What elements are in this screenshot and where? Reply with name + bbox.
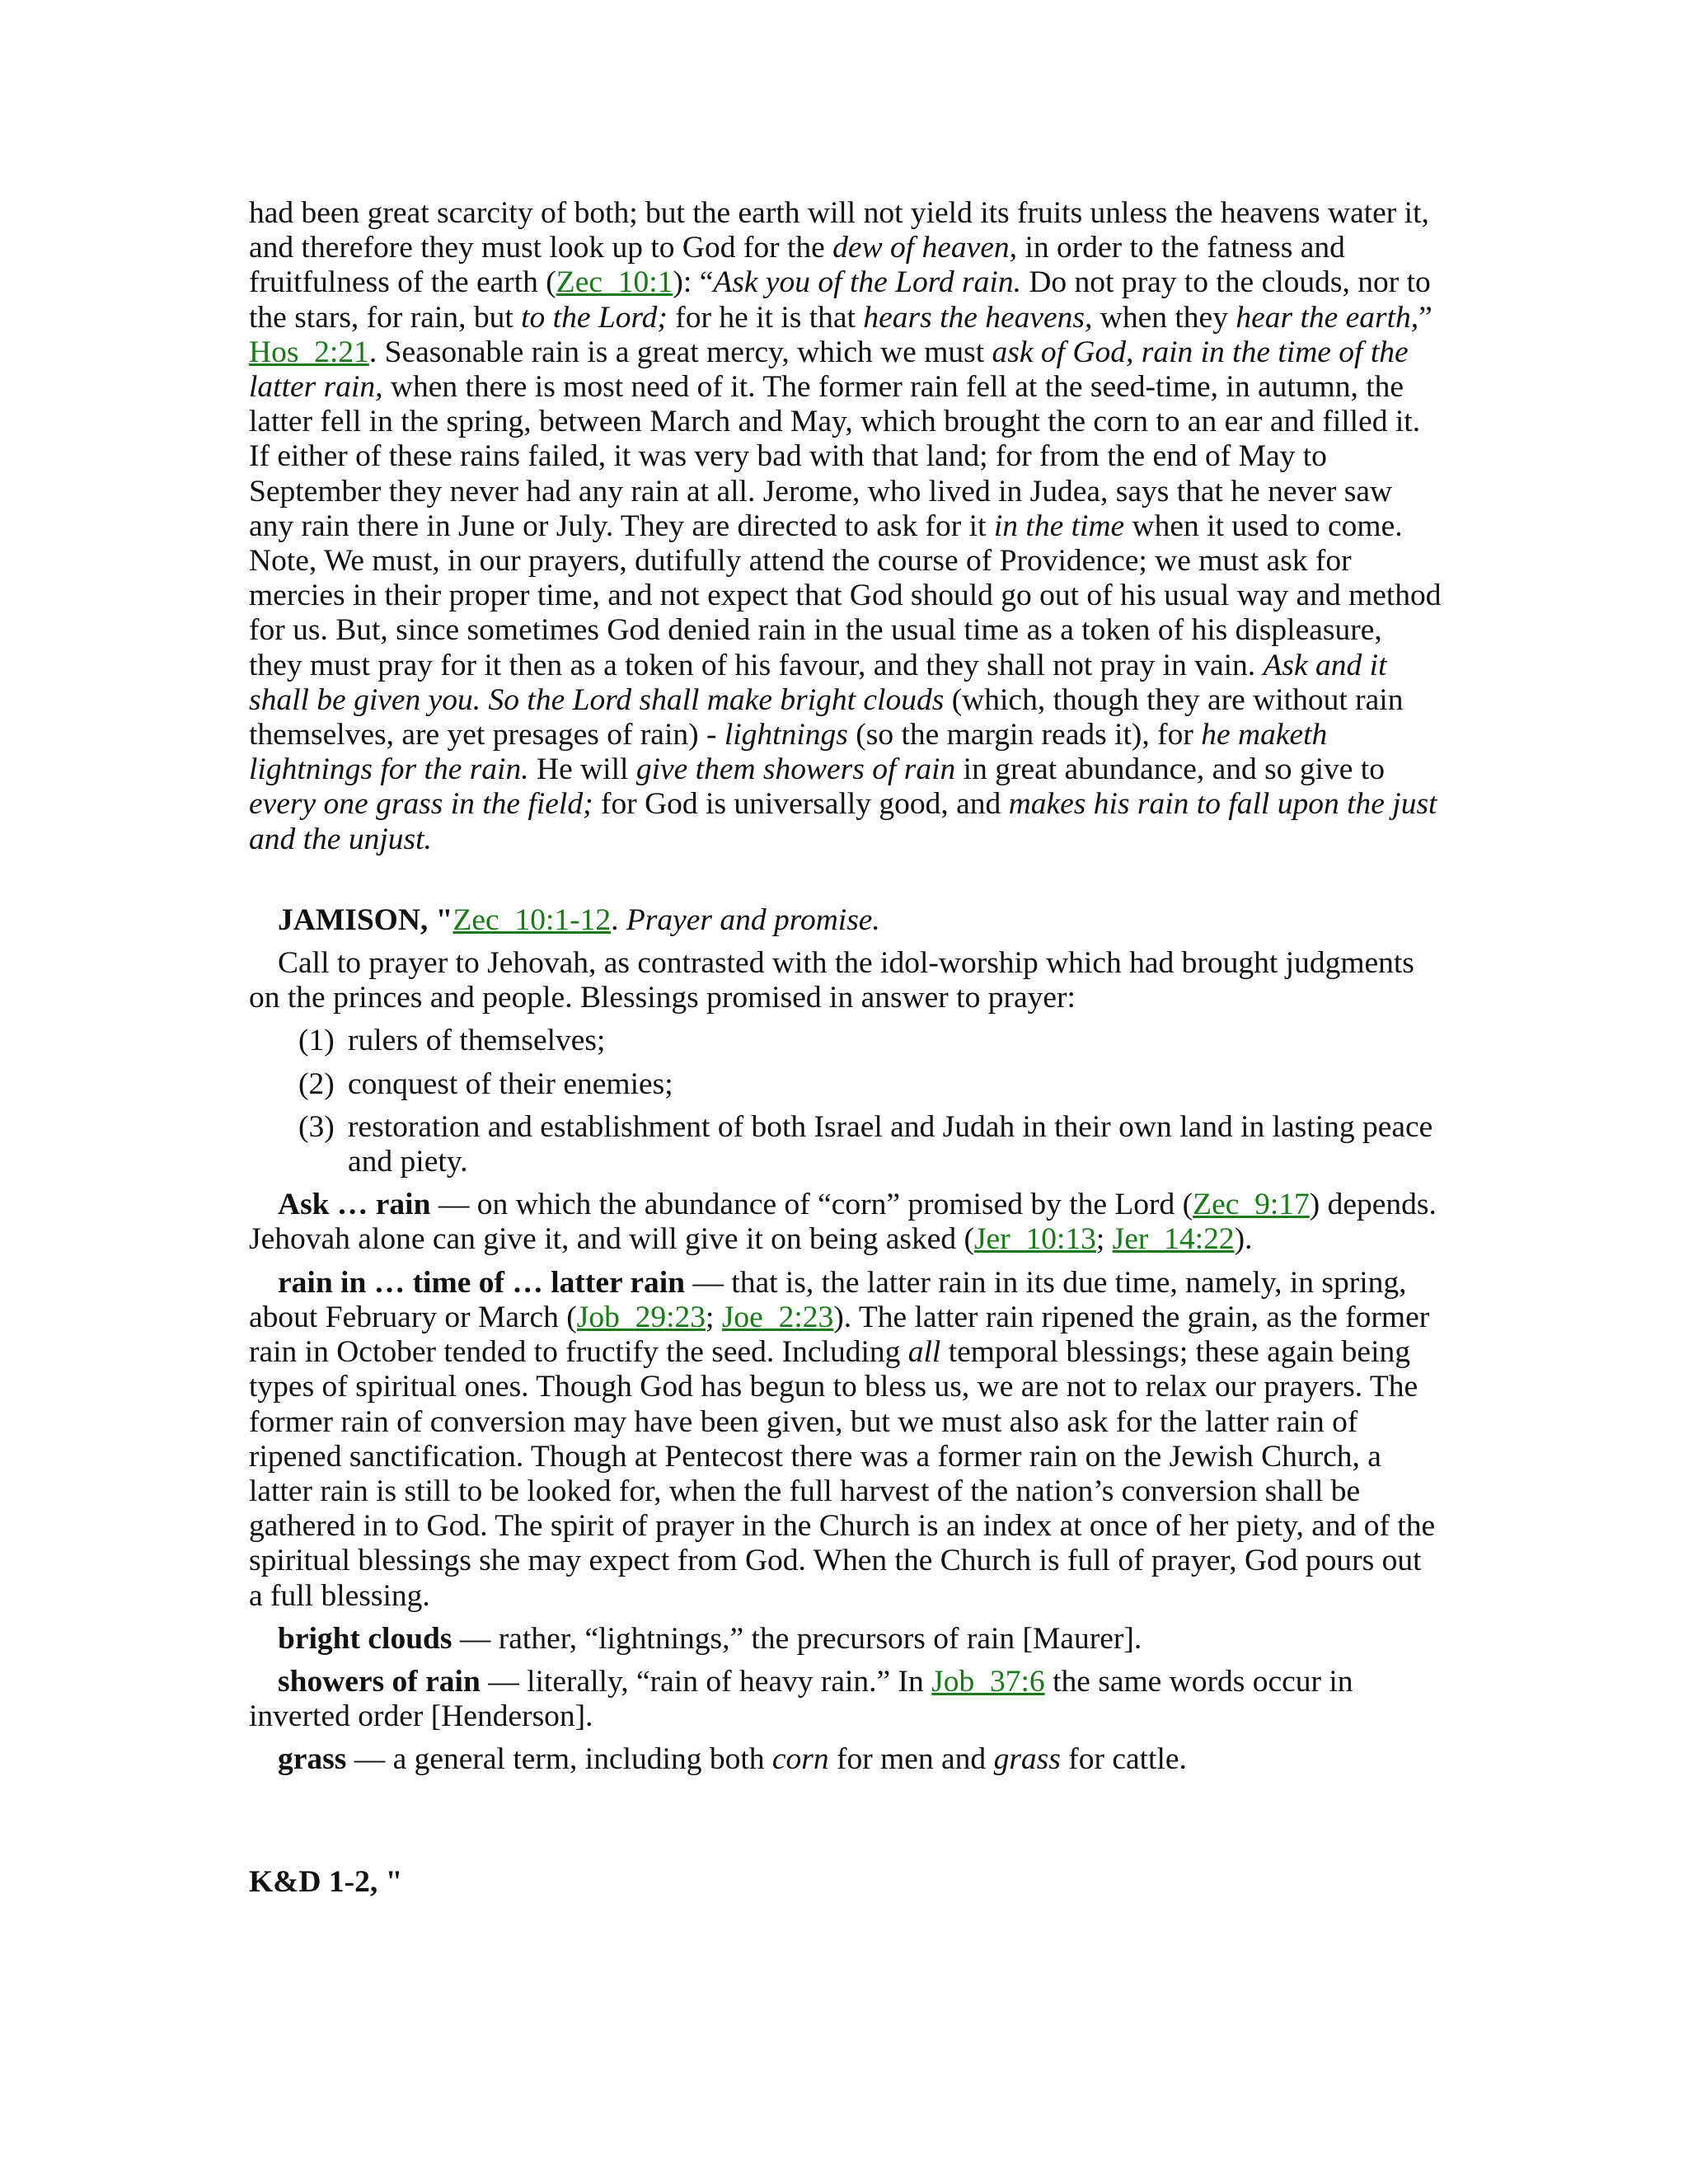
note-term: grass bbox=[278, 1742, 347, 1777]
text-run: in order to the fatness and fruitfulness of the earth ( bbox=[249, 231, 1345, 300]
jamison-intro: Call to prayer to Jehovah, as contrasted with the idol-worship which had brought judgments on the princes and people. Blessings promised in answer to prayer: bbox=[249, 946, 1414, 1015]
italic-run: in the time bbox=[993, 509, 1125, 543]
scripture-link-zec-10-1-12[interactable]: Zec_10:1-12 bbox=[452, 902, 612, 937]
text-run: ): “ bbox=[673, 265, 714, 300]
section-title: JAMISON, " bbox=[278, 902, 453, 937]
text-run: — that is, the latter rain in its due time, namely, in spring, about February or March ( bbox=[249, 1265, 1407, 1334]
text-run: Do not pray to the clouds, nor to the stars, for rain, but bbox=[249, 265, 1431, 335]
scripture-link-jer-14-22[interactable]: Jer_14:22 bbox=[1112, 1222, 1235, 1257]
italic-run: all bbox=[907, 1335, 941, 1370]
italic-run: Ask you of the Lord rain. bbox=[713, 265, 1021, 300]
scripture-link-job-37-6[interactable]: Job_37:6 bbox=[931, 1664, 1045, 1699]
text-run: in great abundance, and so give to bbox=[955, 752, 1385, 787]
note-latter-rain bbox=[249, 1266, 1442, 1614]
text-run: when there is most need of it. The former rain fell at the seed-time, in autumn, the latter fell in the spring, between March and May, which brought the corn to an ear and filled it. If either of these rains failed, it was very bad with that land; for from the end of May to September they never had any rain at all. Jerome, who lived in Judea, says that he never saw any rain there in June or July. They are directed to ask for it bbox=[249, 370, 1421, 543]
text-run: the same words occur in inverted order [Henderson]. bbox=[249, 1664, 1353, 1734]
italic-run: lightnings bbox=[724, 718, 848, 752]
text-run: — rather, “lightnings,” the precursors of rain [Maurer]. bbox=[452, 1621, 1142, 1656]
note-term: Ask … rain bbox=[278, 1188, 431, 1222]
scripture-link-jer-10-13[interactable]: Jer_10:13 bbox=[973, 1222, 1096, 1257]
scripture-link-zec-9-17[interactable]: Zec_9:17 bbox=[1193, 1188, 1310, 1222]
scripture-link-zec-10-1[interactable]: Zec_10:1 bbox=[556, 265, 673, 300]
list-item bbox=[249, 1110, 1442, 1179]
text-run: He will bbox=[528, 752, 636, 787]
text-run: when it used to come. Note, We must, in our prayers, dutifully attend the course of Providence; we must ask for mercies in their proper time, and not expect that God should go out of his usual way and method for us. But, since sometimes God denied rain in the usual time as a token of his displeasure, they must pray for it then as a token of his favour, and they shall not pray in vain. bbox=[249, 509, 1442, 682]
jamison-heading bbox=[249, 903, 1442, 938]
italic-run: hears the heavens, bbox=[863, 300, 1093, 335]
list-number: (1) bbox=[298, 1024, 335, 1058]
text-run: had been great scarcity of both; but the earth will not yield its fruits unless the heavens water it, and therefore they must look up to God for the bbox=[249, 196, 1429, 265]
kd-heading: K&D 1-2, " bbox=[249, 1864, 403, 1899]
italic-run: to the Lord; bbox=[521, 300, 668, 335]
italic-run: grass bbox=[993, 1742, 1061, 1777]
commentary-page bbox=[249, 196, 1442, 1900]
italic-run: dew of heaven, bbox=[832, 231, 1018, 265]
note-grass bbox=[249, 1742, 1442, 1777]
scripture-link-hos-2-21[interactable]: Hos_2:21 bbox=[249, 335, 369, 369]
italic-run: Ask and it shall be given you. So the Lord shall make bright clouds bbox=[249, 648, 1387, 717]
list-text: restoration and establishment of both Israel and Judah in their own land in lasting peace and piety. bbox=[348, 1109, 1433, 1179]
henry-paragraph bbox=[249, 196, 1442, 857]
text-run: for he it is that bbox=[667, 300, 864, 335]
text-run: ). bbox=[1234, 1222, 1253, 1257]
scripture-link-job-29-23[interactable]: Job_29:23 bbox=[576, 1300, 706, 1334]
note-term: rain in … time of … latter rain bbox=[278, 1265, 686, 1300]
text-run: . Seasonable rain is a great mercy, which we must bbox=[368, 335, 992, 369]
italic-run: every one grass in the field; bbox=[249, 787, 593, 822]
list-number: (3) bbox=[298, 1109, 335, 1144]
note-term: showers of rain bbox=[278, 1664, 481, 1699]
text-run: temporal blessings; these again being types of spiritual ones. Though God has begun to bless us, we are not to relax our prayers. The former rain of conversion may have been given, but we must also ask for the latter rain of ripened sanctification. Though at Pentecost there was a former rain on the Jewish Church, a latter rain is still to be looked for, when the full harvest of the nation’s conversion shall be gathered in to God. The spirit of prayer in the Church is an index at once of her piety, and of the spiritual blessings she may expect from God. When the Church is full of prayer, God pours out a full blessing. bbox=[249, 1335, 1436, 1613]
italic-run: hear the earth, bbox=[1236, 300, 1419, 335]
text-run: ; bbox=[706, 1300, 722, 1334]
list-number: (2) bbox=[298, 1066, 335, 1101]
list-text: conquest of their enemies; bbox=[348, 1066, 673, 1101]
note-bright-clouds bbox=[249, 1622, 1442, 1657]
italic-run: corn bbox=[771, 1742, 829, 1777]
text-run: — on which the abundance of “corn” promised by the Lord ( bbox=[430, 1188, 1193, 1222]
text-run: when they bbox=[1092, 300, 1236, 335]
italic-run: give them showers of rain bbox=[635, 752, 956, 787]
text-run: for God is universally good, and bbox=[593, 787, 1009, 822]
text-run: ). The latter rain ripened the grain, as the former rain in October tended to fructify the seed. Including bbox=[249, 1300, 1430, 1370]
text-run: . bbox=[611, 902, 626, 937]
note-showers bbox=[249, 1665, 1442, 1734]
list-item bbox=[249, 1067, 1442, 1102]
text-run: ; bbox=[1095, 1222, 1113, 1257]
text-run: (so the margin reads it), for bbox=[847, 718, 1202, 752]
text-run: for cattle. bbox=[1060, 1742, 1187, 1777]
list-text: rulers of themselves; bbox=[348, 1024, 606, 1058]
text-run: for men and bbox=[828, 1742, 994, 1777]
italic-run: makes his rain to fall upon the just and the unjust. bbox=[249, 787, 1437, 856]
note-ask-rain bbox=[249, 1188, 1442, 1257]
scripture-link-joe-2-23[interactable]: Joe_2:23 bbox=[721, 1300, 834, 1334]
text-run: ) depends. Jehovah alone can give it, and will give it on being asked ( bbox=[249, 1188, 1437, 1257]
text-run: (which, though they are without rain themselves, are yet presages of rain) - bbox=[249, 682, 1404, 752]
section-subtitle: Prayer and promise. bbox=[626, 902, 880, 937]
italic-run: ask of God, rain in the time of the latter rain, bbox=[249, 335, 1409, 405]
text-run: ” bbox=[1418, 300, 1432, 335]
text-run: — a general term, including both bbox=[346, 1742, 772, 1777]
note-term: bright clouds bbox=[278, 1621, 452, 1656]
list-item bbox=[249, 1024, 1442, 1058]
text-run: — literally, “rain of heavy rain.” In bbox=[480, 1664, 932, 1699]
blessings-list bbox=[249, 1024, 1442, 1179]
italic-run: he maketh lightnings for the rain. bbox=[249, 718, 1328, 787]
